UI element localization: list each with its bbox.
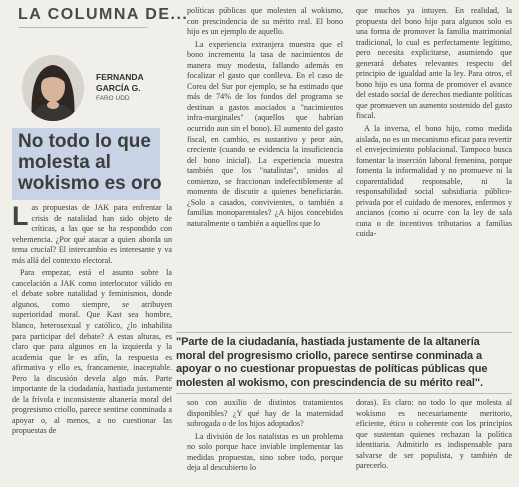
paragraph: políticas públicas que molesten al wokismo, con prescindencia de su mérito real. El bono hijo es un ejemplo de aquello. <box>187 6 343 37</box>
paragraph <box>12 203 172 266</box>
article-column-3-continued <box>356 398 512 474</box>
section-title: LA COLUMNA DE... <box>18 6 189 23</box>
quote-bottom-rule <box>176 393 512 394</box>
author-organization: FARO UDD <box>96 95 130 102</box>
paragraph: Para empezar, está el asunto sobre la cancelación a JAK como interlocutor válido en el debate sobre natalidad y feminismos, donde algunos, como siempre, se atribuyen superioridad moral. Que Kast sea hombre, blanco, heterosexual y católico, ¿lo inhabilita para participar del debate? A estas alturas, es claro que para algunos en la izquierda y la academia que le es afín, la respuesta es afirmativa y ello es, francamente, inaceptable. Pero la discusión devela algo más. Parte importante de la ciudadanía, hastiada justamente de la frívola e inconsistente altanería moral del progresismo criollo, parece sentirse conminada a apoyar o, al menos, a no cuestionar las propuestas de <box>12 268 172 436</box>
author-photo <box>22 55 84 121</box>
drop-cap: L <box>12 201 29 231</box>
paragraph: son con auxilio de distintos tratamientos disponibles? ¿Y qué hay de la maternidad subrogada o de los hijos adoptados? <box>187 398 343 429</box>
author-name <box>96 72 196 94</box>
paragraph: que muchos ya intuyen. En realidad, la propuesta del bono hijo para algunos solo es una forma de promover la familia matrimonial tradicional, lo cual es perfectamente legítimo, pero necesita explicitarse, asumiendo que generará debates relevantes respecto del principio de igualdad ante la ley. Para otros, el bono hijo es una forma de promover el avance del estado social de derechos mediante políticas que promueven un aumento sostenido del gasto fiscal. <box>356 6 512 121</box>
paragraph: La división de los natalistas es un problema no solo porque hace inviable implementar las medidas propuestas, sino sobre todo, porque deja al descubierto lo <box>187 431 343 473</box>
paragraph-text: as propuestas de JAK para enfrentar la crisis de natalidad han sido objeto de críticas, a las que se ha respondido con vehemencia. ¿Por qué atacar a quien aborda un tema crucial? El intercambio es interesante y va más allá del contexto electoral. <box>12 203 172 265</box>
author-last-name: GARCÍA G. <box>96 83 141 93</box>
article-column-2-continued <box>187 398 343 476</box>
author-first-name: FERNANDA <box>96 72 144 82</box>
paragraph: doras). Es claro: no todo lo que molesta al wokismo es necesariamente meritorio, eficiente, ético o coherente con los principios que sustentan quienes rechazan la política identitaria. Admitirlo es indispensable para salvarse de ser populista, y también de parecerlo. <box>356 398 512 471</box>
paragraph: La experiencia extranjera muestra que el bono incrementa la tasa de nacimientos de manera muy modesta, fallando además en focalizar el gasto que conlleva. En el caso de Corea del Sur por ejemplo, se ha estimado que más de 74% de los fondos del programa se destinan a gastos asociados a "nacimientos infra-marginales" (aquellos que habrían ocurrido aun sin el bono). El aumento del gasto fiscal, en cambio, es sustantivo y peor aún, creciente (cuando se evidencia la insuficiencia del bono inicial). La experiencia muestra también que los "natalistas", unidos al comienzo, se fraccionan indefectiblemente al momento de discutir a quienes beneficiarán. ¿Solo a casados, convivientes, o también a familias monoparentales? ¿A hijos concebidos naturalmente o también a aquellos que lo <box>187 39 343 228</box>
article-column-3 <box>356 6 512 242</box>
quote-top-rule <box>176 332 512 333</box>
article-headline: No todo lo que molesta al wokismo es oro <box>18 131 162 194</box>
section-divider <box>18 27 148 28</box>
pull-quote: "Parte de la ciudadanía, hastiada justamente de la altanería moral del progresismo criollo, parece sentirse conminada a apoyar o no cuestionar propuestas de políticas públicas que molesten al wokismo, con prescindencia de su mérito real". <box>176 336 488 389</box>
paragraph: A la inversa, el bono hijo, como medida aislada, no es un mecanismo eficaz para revertir el envejecimiento poblacional. Tampoco busca fomentar la inserción laboral femenina, porque fomenta la informalidad y no promueve ni la coparentalidad responsable, ni la responsabilidad social subsidiaria público-privada por el cuidado de menores, enfermos y ancianos (como sí ocurre con la ley de sala cuna o de incentivos tributarios a familias cuida- <box>356 124 512 239</box>
article-column-1 <box>12 203 172 439</box>
article-column-2 <box>187 6 343 231</box>
author-portrait-icon <box>22 55 84 121</box>
